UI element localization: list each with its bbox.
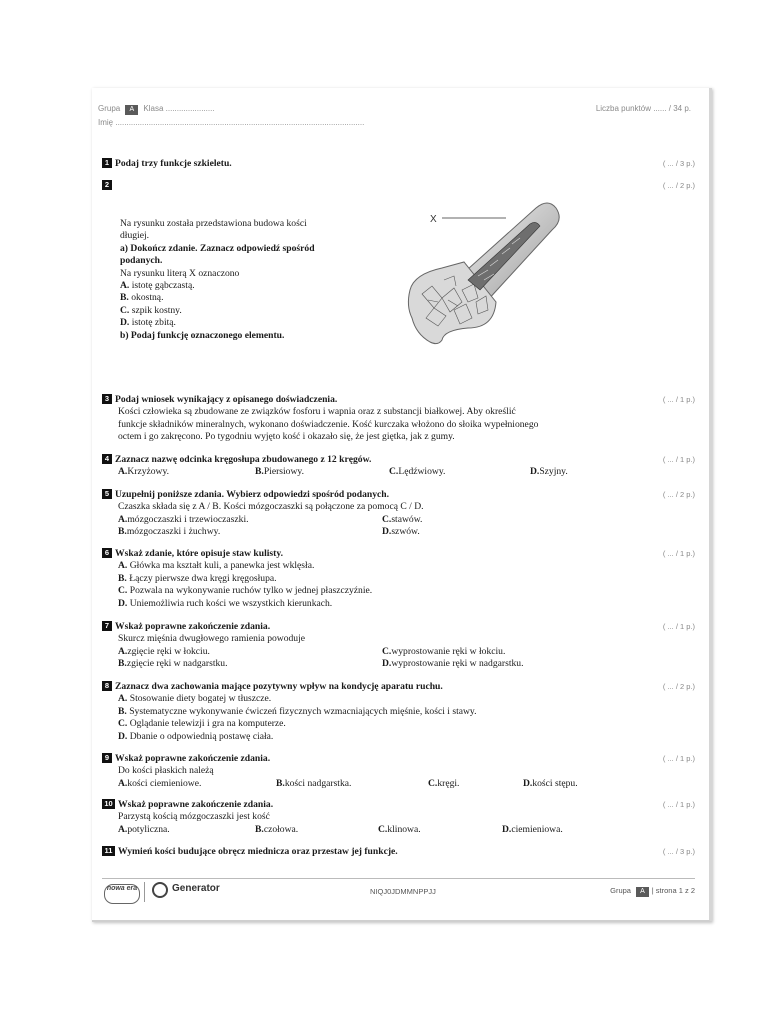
class-label: Klasa xyxy=(143,104,164,113)
class-dots: ...................... xyxy=(165,104,215,113)
question-number: 6 xyxy=(102,548,112,558)
option-c: C. stawów. xyxy=(382,513,423,525)
name-dots: ................................................................................................................ xyxy=(115,118,365,127)
question-points: ( ... / 1 p.) xyxy=(662,800,695,809)
question-number: 8 xyxy=(102,681,112,691)
question-title: Uzupełnij poniższe zdania. Wybierz odpowiedzi spośród podanych. xyxy=(115,489,389,500)
option-letter: C. xyxy=(120,304,130,316)
q2-part-a-2: podanych. xyxy=(120,255,163,267)
question-points: ( ... / 1 p.) xyxy=(662,455,695,464)
question-number: 3 xyxy=(102,394,112,404)
question-number: 4 xyxy=(102,454,112,464)
question-points: ( ... / 2 p.) xyxy=(662,181,695,190)
option-d: D. Dbanie o odpowiednią postawę ciała. xyxy=(118,730,274,742)
option-c: C. Lędźwiowy. xyxy=(389,466,446,478)
question-number: 5 xyxy=(102,489,112,499)
question-3 xyxy=(102,394,695,444)
question-11 xyxy=(102,846,695,858)
q3-line-2: funkcje składników mineralnych, wykonano doświadczenie. Kość kurczaka włożono do słoika wypełnionego xyxy=(118,418,539,430)
q2-stem: Na rysunku literą X oznaczono xyxy=(120,267,240,279)
option-a: A. Stosowanie diety bogatej w tłuszcze. xyxy=(118,693,272,705)
option-d: D. ciemieniowa. xyxy=(502,823,563,835)
option-b: B. kości nadgarstka. xyxy=(276,777,352,789)
question-6 xyxy=(102,548,695,610)
option-a: A. zgięcie ręki w łokciu. xyxy=(118,645,210,657)
question-title: Wskaż poprawne zakończenie zdania. xyxy=(115,753,271,764)
q2-part-a-1: a) Dokończ zdanie. Zaznacz odpowiedź spośród xyxy=(120,242,315,254)
option-c: C. Pozwala na wykonywanie ruchów tylko w jednej płaszczyźnie. xyxy=(118,585,373,597)
q10-stem: Parzystą kością mózgoczaszki jest kość xyxy=(118,811,270,823)
option-b: B. Systematyczne wykonywanie ćwiczeń fizycznych wzmacniających mięśnie, kości i stawy. xyxy=(118,705,477,717)
option-text: istotę zbitą. xyxy=(131,317,176,329)
q5-stem: Czaszka składa się z A / B. Kości mózgoczaszki są połączone za pomocą C / D. xyxy=(118,501,424,513)
worksheet-page xyxy=(92,88,712,922)
question-2 xyxy=(102,180,695,350)
question-points: ( ... / 2 p.) xyxy=(662,490,695,499)
question-number: 9 xyxy=(102,753,112,763)
points-total: Liczba punktów ...... / 34 p. xyxy=(595,104,691,113)
footer-group-page: Grupa A | strona 1 z 2 xyxy=(610,886,695,895)
question-9 xyxy=(102,753,695,790)
question-title: Wskaż poprawne zakończenie zdania. xyxy=(118,799,274,810)
q2-intro-1: Na rysunku została przedstawiona budowa kości xyxy=(120,218,307,229)
question-title: Wskaż zdanie, które opisuje staw kulisty. xyxy=(115,548,283,559)
option-a: A. Krzyżowy. xyxy=(118,466,170,478)
question-points: ( ... / 1 p.) xyxy=(662,754,695,763)
q9-stem: Do kości płaskich należą xyxy=(118,765,214,777)
option-d: D. Uniemożliwia ruch kości we wszystkich kierunkach. xyxy=(118,597,333,609)
option-a: A. Główka ma kształt kuli, a panewka jest wklęsła. xyxy=(118,560,315,572)
generator-icon xyxy=(152,882,168,898)
question-10 xyxy=(102,799,695,836)
option-d: D. wyprostowanie ręki w nadgarstku. xyxy=(382,658,524,670)
question-8 xyxy=(102,681,695,743)
q2-intro-2: długiej. xyxy=(120,230,150,242)
question-5 xyxy=(102,489,695,539)
question-points: ( ... / 3 p.) xyxy=(662,159,695,168)
option-b xyxy=(120,292,390,304)
option-d xyxy=(120,317,390,329)
nowa-era-logo: nowa era xyxy=(104,884,140,904)
option-letter: A. xyxy=(120,280,130,292)
question-title: Wymień kości budujące obręcz miednicza oraz przestaw jej funkcje. xyxy=(118,846,398,857)
question-title: Wskaż poprawne zakończenie zdania. xyxy=(115,621,271,632)
question-7 xyxy=(102,621,695,671)
q7-stem: Skurcz mięśnia dwugłowego ramienia powoduje xyxy=(118,633,306,645)
question-title: Zaznacz dwa zachowania mające pozytywny wpływ na kondycję aparatu ruchu. xyxy=(115,681,443,692)
generator-logo-text: Generator xyxy=(172,883,220,894)
question-points: ( ... / 1 p.) xyxy=(662,622,695,631)
q2-part-b: b) Podaj funkcję oznaczonego elementu. xyxy=(120,329,285,341)
option-d: D. Szyjny. xyxy=(530,466,568,478)
option-a xyxy=(120,280,390,292)
option-d: D. szwów. xyxy=(382,526,420,538)
option-c: C. Oglądanie telewizji i gra na komputerze. xyxy=(118,718,286,730)
option-d: D. kości stępu. xyxy=(523,777,578,789)
option-b: B. zgięcie ręki w nadgarstku. xyxy=(118,658,228,670)
option-letter: B. xyxy=(120,292,129,304)
logo-divider xyxy=(144,882,145,902)
question-number: 2 xyxy=(102,180,112,190)
option-text: szpik kostny. xyxy=(131,304,182,316)
document-code: NIQJ0JDMMNPPJJ xyxy=(370,887,436,896)
q3-line-3: octem i go zakręcono. Po tygodniu wyjęto kość i okazało się, że jest giętka, jak z gumy. xyxy=(118,431,455,443)
option-b: B. Piersiowy. xyxy=(255,466,304,478)
question-1 xyxy=(102,158,695,170)
footer-page-number: strona 1 z 2 xyxy=(655,886,695,895)
option-c xyxy=(120,305,390,317)
group-class-line xyxy=(98,104,215,115)
question-points: ( ... / 2 p.) xyxy=(662,682,695,691)
question-number: 1 xyxy=(102,158,112,168)
option-a: A. kości ciemieniowe. xyxy=(118,777,202,789)
question-points: ( ... / 1 p.) xyxy=(662,395,695,404)
question-title: Zaznacz nazwę odcinka kręgosłupa zbudowanego z 12 kręgów. xyxy=(115,454,372,465)
q3-line-1: Kości człowieka są zbudowane ze związków fosforu i wapnia oraz z substancji białkowej. Aby określić xyxy=(118,406,516,418)
option-c: C. kręgi. xyxy=(428,777,460,789)
option-letter: D. xyxy=(120,317,130,329)
option-c: C. wyprostowanie ręki w łokciu. xyxy=(382,645,506,657)
footer-group-badge: A xyxy=(636,887,649,897)
option-text: istotę gąbczastą. xyxy=(131,280,195,292)
question-number: 11 xyxy=(102,846,115,856)
option-text: okostną. xyxy=(131,292,164,304)
question-4 xyxy=(102,454,695,479)
name-label: Imię xyxy=(98,118,114,127)
question-number: 10 xyxy=(102,799,115,809)
question-points: ( ... / 1 p.) xyxy=(662,549,695,558)
figure-label-x: X xyxy=(430,214,437,225)
question-number: 7 xyxy=(102,621,112,631)
question-title: Podaj wniosek wynikający z opisanego doświadczenia. xyxy=(115,394,338,405)
group-label: Grupa xyxy=(98,104,121,113)
option-a: A. potyliczna. xyxy=(118,823,170,835)
group-badge: A xyxy=(125,105,138,115)
name-line xyxy=(98,118,364,127)
option-a: A. mózgoczaszki i trzewioczaszki. xyxy=(118,513,249,525)
long-bone-figure xyxy=(398,190,568,348)
option-b: B. Łączy pierwsze dwa kręgi kręgosłupa. xyxy=(118,572,277,584)
question-title: Podaj trzy funkcje szkieletu. xyxy=(115,158,232,169)
question-points: ( ... / 3 p.) xyxy=(662,847,695,856)
option-b: B. mózgoczaszki i żuchwy. xyxy=(118,526,221,538)
option-b: B. czołowa. xyxy=(255,823,299,835)
page-footer xyxy=(102,878,695,903)
footer-group-label: Grupa xyxy=(610,886,631,895)
option-c: C. klinowa. xyxy=(378,823,421,835)
